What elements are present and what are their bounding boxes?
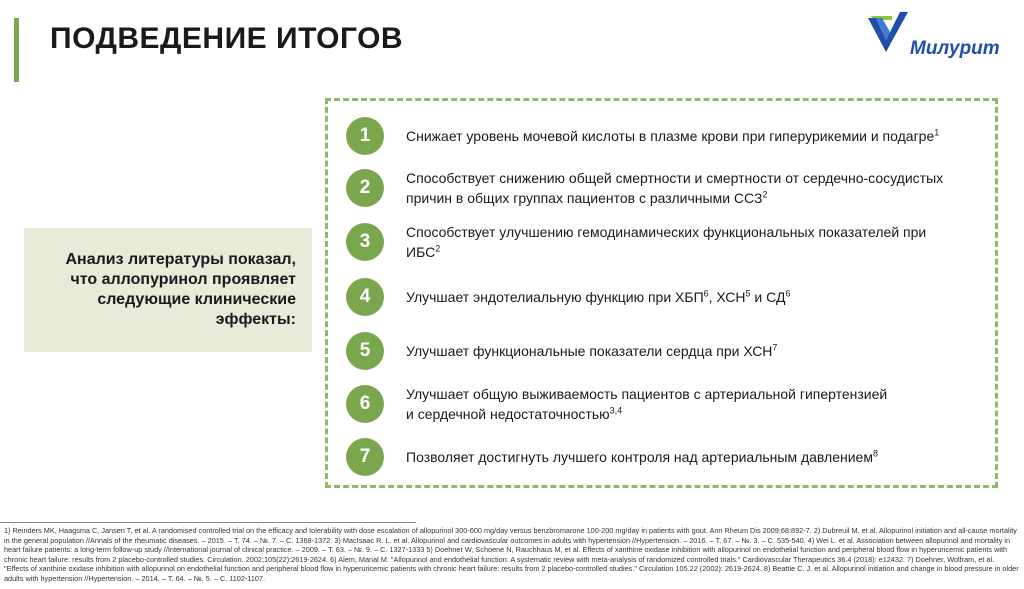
summary-text: Анализ литературы показал, что аллопуринол проявляет следующие клинические эффекты: bbox=[65, 251, 296, 328]
item-number: 4 bbox=[346, 278, 384, 316]
item-text: Способствует улучшению гемодинамических функциональных показателей при ИБС$^2$ bbox=[406, 224, 927, 260]
brand-name: Милурит bbox=[910, 38, 1000, 59]
footnote-divider bbox=[0, 522, 416, 523]
page-title: ПОДВЕДЕНИЕ ИТОГОВ bbox=[50, 22, 404, 55]
effects-list bbox=[325, 98, 998, 488]
item-number: 7 bbox=[346, 438, 384, 476]
item-text: Улучшает общую выживаемость пациентов с артериальной гипертензией и сердечной недостаточностью$^{3,4}$ bbox=[406, 386, 888, 422]
item-number: 6 bbox=[346, 385, 384, 423]
title-accent-bar bbox=[14, 18, 19, 82]
summary-panel bbox=[24, 228, 312, 352]
references-footnote: 1) Reinders MK, Haagsma C, Jansen T, et al. A randomised controlled trial on the efficacy and tolerability with dose escalation of allopurinol 300-600 mg/day versus benzbromarone 100-200 mg/day in patients with gout. Ann Rheum Dis 2009;68:892-7. 2) Dubreuil M. et al. Allopurinol initiation and all-cause mortality in the general population //Annals of the rheumatic diseases. – 2015. – Т. 74. – №. 7. – С. 1368-1372. 3) MacIsaac R. L. et al. Allopurinol and cardiovascular outcomes in adults with hypertension //Hypertension. – 2016. – Т. 67. – №. 3. – С. 535-540. 4) Wei L. et al. Association between allopurinol and mortality in heart failure patients: a long-term follow-up study //International journal of clinical practice. – 2009. – Т. 63. – №. 9. – С. 1327-1333 5) Doehner W, Schoene N, Rauchhaus M, et al. Effects of xanthine oxidase inhibition with allopurinol on endothelial function and peripheral blood flow in hyperuricemic patients with chronic heart failure: results from 2 placebo-controlled studies. Circulation. 2002;105(22):2619-2624. 6) Alem, Manal M. "Allopurinol and endothelial function: A systematic review with meta-analysis of randomized controlled trials." Cardiovascular Therapeutics 36.4 (2018): e12432. 7) Doehner, Wolfram, et al. "Effects of xanthine oxidase inhibition with allopurinol on endothelial function and peripheral blood flow in hyperuricemic patients with chronic heart failure: results from 2 placebo-controlled studies." Circulation 105.22 (2002): 2619-2624. 8) Beattie C. J. et al. Allopurinol initiation and change in blood pressure in older adults with hypertension //Hypertension. – 2014. – Т. 64. – №. 5. – С. 1102-1107. bbox=[4, 526, 1019, 583]
item-text: Улучшает функциональные показатели сердца при ХСН$^7$ bbox=[406, 342, 778, 359]
item-number: 2 bbox=[346, 169, 384, 207]
item-number: 5 bbox=[346, 332, 384, 370]
item-text: Снижает уровень мочевой кислоты в плазме крови при гиперурикемии и подагре$^1$ bbox=[406, 127, 940, 144]
item-text: Способствует снижению общей смертности и смертности от сердечно-сосудистых причин в общих группах пациентов с различными ССЗ$^2$ bbox=[406, 170, 944, 206]
item-number: 1 bbox=[346, 117, 384, 155]
brand-logo bbox=[862, 10, 1022, 60]
item-number: 3 bbox=[346, 223, 384, 261]
checkmark-shield-icon bbox=[862, 10, 912, 58]
item-text: Позволяет достигнуть лучшего контроля над артериальным давлением$^8$ bbox=[406, 448, 878, 465]
item-text: Улучшает эндотелиальную функцию при ХБП$^6$, ХСН$^5$ и $СД^6$ bbox=[406, 288, 791, 305]
